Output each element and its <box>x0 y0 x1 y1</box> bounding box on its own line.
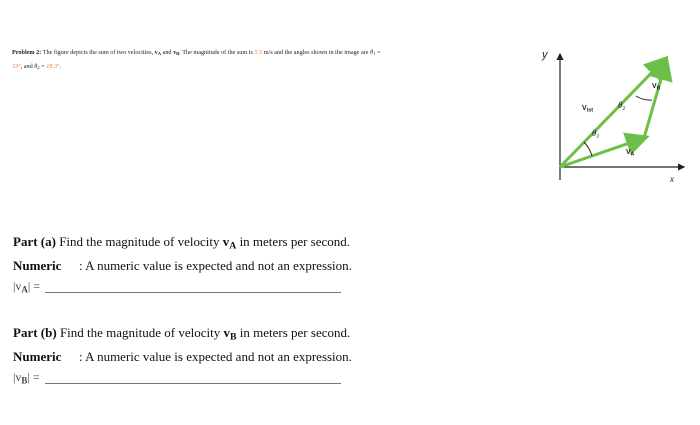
numeric-label: Numeric <box>13 258 62 274</box>
part-b-answer-input[interactable] <box>45 371 341 384</box>
part-b-answer-label: $|v_B|$ = <box>13 370 40 386</box>
vtot-arrow <box>560 60 664 167</box>
va-label: $V_A$ <box>626 149 635 158</box>
part-a-numeric-note: Numeric : A numeric value is expected and not an expression. <box>13 256 433 276</box>
problem-statement <box>12 47 532 75</box>
va-symbol: $v_A$ <box>154 49 162 58</box>
part-a-answer-label: $|v_A|$ = <box>13 279 41 295</box>
and2-word: , and <box>20 63 33 71</box>
x-axis-label: x <box>670 175 674 184</box>
numeric-label: Numeric <box>13 349 62 365</box>
and-word: and <box>162 49 172 56</box>
eq1: = <box>376 49 381 56</box>
part-b-answer-row <box>13 367 433 390</box>
part-a-title: Part (a) <box>13 234 56 249</box>
theta1-label: $\theta_1$ <box>592 128 600 140</box>
units-text: m/s and the angles shown in the image are <box>263 49 369 56</box>
vb-symbol: $v_B$ <box>173 49 180 58</box>
theta2-label: $\theta_2$ <box>618 100 626 112</box>
part-b-vector: $v_B$ <box>223 325 237 343</box>
part-b-title: Part (b) <box>13 325 57 340</box>
part-b-question: Part (b) Find the magnitude of velocity $v_B$ in meters per second. <box>13 325 351 343</box>
vtot-label: $V_{tot}$ <box>582 105 594 114</box>
problem-label: Problem 2: <box>12 49 42 56</box>
theta1-value: 33° <box>12 63 21 71</box>
part-a-answer-input[interactable] <box>45 280 341 293</box>
magnitude-value: 5.5 <box>254 49 263 56</box>
y-axis-label: y <box>542 49 548 61</box>
part-a-answer-row <box>13 276 433 299</box>
theta2-symbol: $\theta_2$ <box>34 63 40 72</box>
period: . <box>59 63 62 71</box>
problem-text-2: . The magnitude of the sum is <box>179 49 253 56</box>
part-a <box>13 232 433 300</box>
theta1-arc <box>584 142 592 156</box>
part-a-question: Part (a) Find the magnitude of velocity $v_A$ in meters per second. <box>13 234 351 252</box>
part-b-numeric-note: Numeric : A numeric value is expected and not an expression. <box>13 347 433 367</box>
theta2-value: 18.3° <box>46 63 60 71</box>
vector-diagram <box>540 40 690 190</box>
theta2-arc <box>636 96 652 100</box>
part-a-vector: $v_A$ <box>222 234 237 252</box>
vb-label: $V_B$ <box>652 83 661 92</box>
problem-text-1: The figure depicts the sum of two velocities, <box>42 49 154 56</box>
theta1-symbol: $\theta_1$ <box>370 49 376 58</box>
eq2: = <box>41 63 45 71</box>
part-b <box>13 323 433 391</box>
